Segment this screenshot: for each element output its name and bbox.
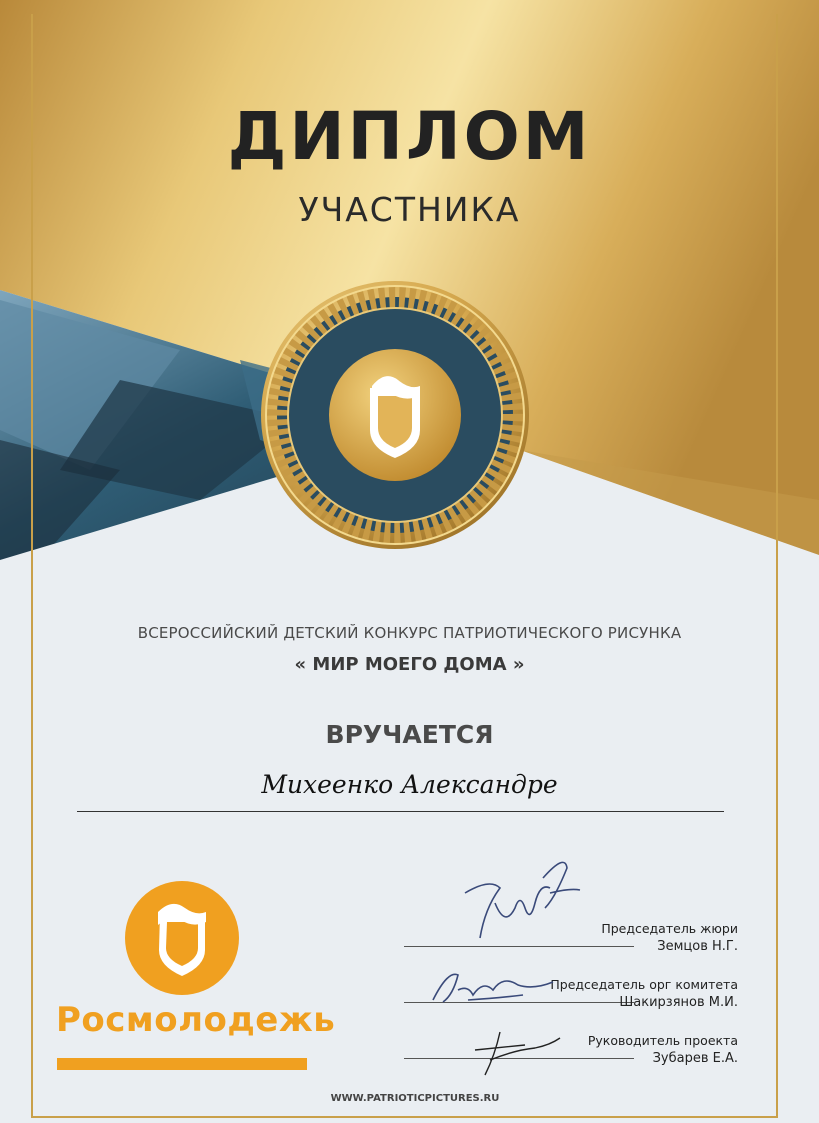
signature-person: Зубарев Е.А. <box>652 1051 738 1066</box>
diploma-title: ДИПЛОМ <box>227 98 592 175</box>
signature-row-project <box>404 1033 738 1073</box>
contest-description: ВСЕРОССИЙСКИЙ ДЕТСКИЙ КОНКУРС ПАТРИОТИЧЕСКОГО РИСУНКА <box>137 624 682 642</box>
brand-name: Росмолодежь <box>56 1000 336 1040</box>
signature-role: Руководитель проекта <box>587 1033 738 1048</box>
signature-icon <box>428 960 558 1010</box>
recipient-underline <box>77 811 724 812</box>
signature-icon <box>465 1020 565 1080</box>
signature-icon <box>455 848 585 948</box>
signature-role: Председатель орг комитета <box>550 977 738 992</box>
signature-person: Шакирзянов М.И. <box>619 995 738 1010</box>
contest-name: « МИР МОЕГО ДОМА » <box>294 654 525 675</box>
diploma-subtitle: УЧАСТНИКА <box>298 190 521 229</box>
signature-role: Председатель жюри <box>601 921 738 936</box>
awarded-label: ВРУЧАЕТСЯ <box>325 720 494 749</box>
brand-underline-bar <box>57 1058 307 1070</box>
signature-person: Земцов Н.Г. <box>657 939 738 954</box>
recipient-name: Михеенко Александре <box>261 770 558 799</box>
website-link[interactable]: WWW.PATRIOTICPICTURES.RU <box>330 1093 500 1104</box>
